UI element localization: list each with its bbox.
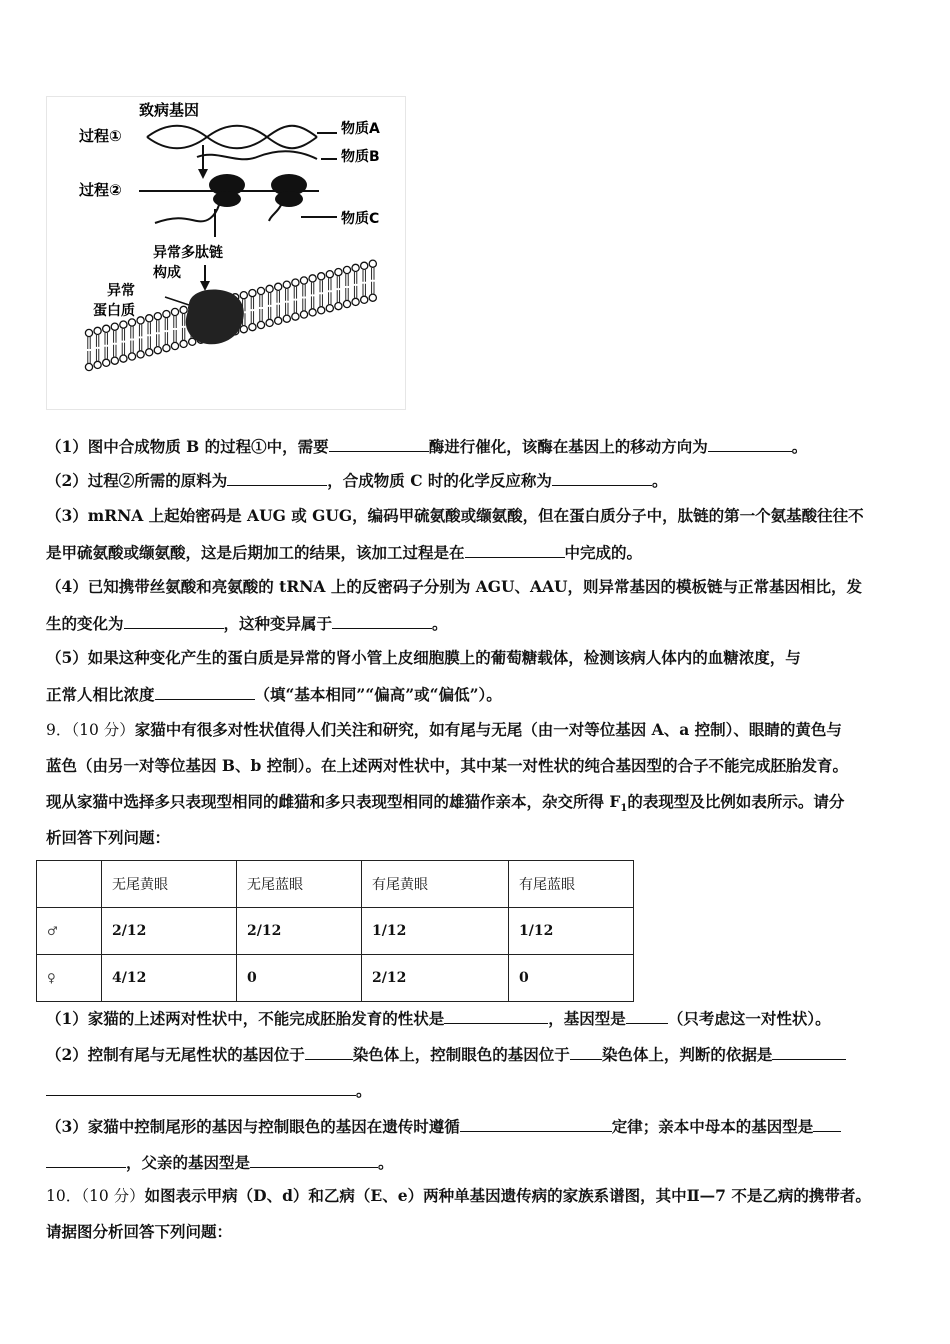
lipid-head: [335, 303, 342, 310]
q8-item-3-text-b: 是甲硫氨酸或缬氨酸，这是后期加工的结果，该加工过程是在: [46, 543, 465, 562]
q9-item-2-line-1: [46, 1044, 906, 1065]
q9-item-3-text-a: （3）家猫中控制尾形的基因与控制眼色的基因在遗传时遵循: [46, 1117, 460, 1136]
q9-intro-3-sub: 1: [620, 803, 628, 815]
q8-item-4-line-1: [46, 577, 906, 597]
label-abnormal-protein-2: 蛋白质: [93, 303, 135, 319]
q9-item-1-text-c: （只考虑这一对性状）。: [667, 1009, 831, 1028]
lipid-head: [240, 326, 247, 333]
q9-intro-3b: 的表现型及比例如表所示。请分: [627, 792, 845, 811]
lipid-head: [111, 323, 118, 330]
q9-item-3-text-b: 定律；亲本中母本的基因型是: [611, 1117, 814, 1136]
lipid-tail: [260, 295, 262, 307]
table-cell: 4/12: [102, 955, 237, 1002]
lipid-head: [189, 338, 196, 345]
lipid-head: [292, 313, 299, 320]
answer-blank[interactable]: [626, 1008, 668, 1024]
lipid-tail: [286, 289, 288, 301]
lipid-tail: [174, 330, 176, 342]
lipid-tail: [268, 307, 270, 319]
lipid-head: [103, 359, 110, 366]
q8-item-5-line-1: [46, 648, 906, 668]
lipid-tail: [105, 333, 107, 345]
lipid-tail: [148, 322, 150, 334]
label-substance-a: 物质A: [341, 121, 380, 137]
lipid-tail: [148, 336, 150, 348]
lipid-head: [128, 353, 135, 360]
gene-expression-figure: [46, 96, 406, 410]
q8-item-4-text-a: （4）已知携带丝氨酸和亮氨酸的 tRNA 上的反密码子分别为 AGU、AAU，则异常基因的模板链与正常基因相比，发: [46, 577, 863, 596]
q8-item-3-line-1: [46, 506, 906, 526]
q8-item-1-text-b: 酶进行催化，该酶在基因上的移动方向为: [428, 437, 708, 456]
arrow-down-icon: [198, 145, 208, 179]
q9-results-table: [36, 860, 634, 1002]
answer-blank[interactable]: [227, 470, 327, 486]
lipid-head: [94, 327, 101, 334]
answer-blank[interactable]: [250, 1152, 378, 1168]
lipid-head: [249, 290, 256, 297]
lipid-tail: [174, 316, 176, 328]
lipid-head: [85, 329, 92, 336]
q9-item-1: [46, 1008, 906, 1029]
answer-blank[interactable]: [46, 1152, 126, 1168]
lipid-tail: [88, 337, 90, 349]
q8-item-4-line-2: [46, 613, 906, 634]
lipid-tail: [105, 347, 107, 359]
lipid-head: [154, 313, 161, 320]
lipid-tail: [277, 305, 279, 317]
lipid-tail: [294, 301, 296, 313]
lipid-head: [266, 319, 273, 326]
lipid-head: [326, 271, 333, 278]
q8-item-3-text-a: （3）mRNA 上起始密码是 AUG 或 GUG，编码甲硫氨酸或缬氨酸，但在蛋白质分子中，肽链的第一个氨基酸往往不: [46, 506, 864, 525]
lipid-head: [326, 305, 333, 312]
lipid-head: [120, 321, 127, 328]
lipid-tail: [139, 338, 141, 350]
lipid-tail: [372, 268, 374, 280]
q9-intro-line-4: [46, 828, 906, 848]
q9-item-2-line-2: [46, 1080, 906, 1101]
q9-number: 9．（10 分）: [46, 721, 135, 739]
q9-intro-line-2: [46, 756, 906, 776]
q8-item-3-text-c: 中完成的。: [564, 543, 643, 562]
lipid-head: [94, 361, 101, 368]
answer-blank[interactable]: [465, 542, 565, 558]
table-cell: 1/12: [362, 908, 509, 955]
arrow-down-icon: [200, 265, 210, 291]
q8-item-2-text-c: 。: [651, 471, 668, 490]
answer-blank[interactable]: [332, 613, 432, 629]
table-cell: 2/12: [102, 908, 237, 955]
lipid-tail: [354, 286, 356, 298]
polypeptide-chain: [155, 205, 219, 223]
ribosome-icon: [209, 174, 245, 207]
lipid-head: [275, 317, 282, 324]
q8-item-4-text-c: ，这种变异属于: [223, 614, 333, 633]
lipid-tail: [354, 272, 356, 284]
lipid-tail: [182, 328, 184, 340]
lipid-tail: [122, 343, 124, 355]
label-substance-c: 物质C: [341, 211, 380, 227]
q8-item-3-line-2: [46, 542, 906, 563]
lipid-head: [361, 262, 368, 269]
answer-blank[interactable]: [708, 436, 792, 452]
lipid-tail: [131, 327, 133, 339]
lipid-tail: [320, 280, 322, 292]
lipid-tail: [320, 294, 322, 306]
table-row: [37, 955, 634, 1002]
q9-intro-4: 析回答下列问题：: [46, 828, 171, 847]
lipid-head: [120, 355, 127, 362]
lipid-head: [292, 279, 299, 286]
lipid-tail: [96, 335, 98, 347]
lipid-tail: [337, 290, 339, 302]
q10-intro-2: 请据图分析回答下列问题：: [46, 1222, 233, 1241]
lipid-tail: [165, 332, 167, 344]
lipid-tail: [157, 334, 159, 346]
q8-item-1: [46, 436, 906, 457]
q9-intro-1: 家猫中有很多对性状值得人们关注和研究，如有尾与无尾（由一对等位基因 A、a 控制）、眼睛的黄色与: [134, 720, 842, 739]
polypeptide-chain: [269, 205, 281, 221]
table-header-cell: [37, 861, 102, 908]
lipid-head: [146, 315, 153, 322]
lipid-head: [137, 351, 144, 358]
lipid-tail: [363, 270, 365, 282]
lipid-tail: [251, 297, 253, 309]
lipid-head: [171, 342, 178, 349]
q9-item-3-line-1: [46, 1116, 906, 1137]
q8-item-5-text-a: （5）如果这种变化产生的蛋白质是异常的肾小管上皮细胞膜上的葡萄糖载体，检测该病人体内的血糖浓度，与: [46, 648, 801, 667]
lipid-tail: [329, 278, 331, 290]
lipid-tail: [363, 284, 365, 296]
table-header-cell: 有尾蓝眼: [509, 861, 634, 908]
answer-blank[interactable]: [813, 1116, 841, 1132]
label-compose: 构成: [153, 265, 181, 281]
dna-helix-icon: [147, 126, 337, 149]
gene-expression-diagram: [47, 97, 405, 409]
q9-item-1-text-a: （1）家猫的上述两对性状中，不能完成胚胎发育的性状是: [46, 1009, 445, 1028]
mrna-strand: [197, 151, 317, 159]
q9-item-2-text-a: （2）控制有尾与无尾性状的基因位于: [46, 1045, 305, 1064]
q8-item-1-text-c: 。: [791, 437, 808, 456]
answer-blank[interactable]: [46, 1080, 356, 1096]
answer-blank[interactable]: [329, 436, 429, 452]
q10-intro-1: 如图表示甲病（D、d）和乙病（E、e）两种单基因遗传病的家族系谱图，其中Ⅱ—7 不是乙病的携带者。: [144, 1186, 871, 1205]
label-gene: 致病基因: [139, 101, 200, 119]
lipid-tail: [277, 291, 279, 303]
lipid-tail: [114, 345, 116, 357]
label-process1: 过程①: [79, 127, 122, 145]
lipid-head: [257, 321, 264, 328]
q9-intro-line-3: [46, 792, 906, 819]
q8-item-2-text-a: （2）过程②所需的原料为: [46, 471, 228, 490]
lipid-tail: [114, 331, 116, 343]
answer-blank[interactable]: [305, 1044, 353, 1060]
answer-blank[interactable]: [552, 470, 652, 486]
table-header-cell: 无尾蓝眼: [237, 861, 362, 908]
lipid-head: [111, 357, 118, 364]
table-header-row: [37, 861, 634, 908]
q10-number: 10．（10 分）: [46, 1187, 145, 1205]
lipid-tail: [122, 329, 124, 341]
label-process2: 过程②: [79, 181, 122, 199]
q8-item-5-text-b: 正常人相比浓度: [46, 685, 155, 704]
table-row: [37, 908, 634, 955]
q9-item-2-text-b: 染色体上，控制眼色的基因位于: [352, 1045, 570, 1064]
lipid-head: [361, 296, 368, 303]
lipid-tail: [88, 351, 90, 363]
lipid-head: [137, 317, 144, 324]
lipid-tail: [139, 324, 141, 336]
lipid-tail: [303, 285, 305, 297]
table-cell-sex: ♀: [37, 955, 102, 1002]
lipid-head: [275, 283, 282, 290]
lipid-head: [249, 324, 256, 331]
q10-intro-line-2: [46, 1222, 906, 1242]
q9-item-3-line-2: [46, 1152, 906, 1173]
ribosome-icon: [271, 174, 307, 207]
answer-blank[interactable]: [124, 613, 224, 629]
answer-blank[interactable]: [772, 1044, 846, 1060]
lipid-head: [352, 298, 359, 305]
lipid-head: [240, 292, 247, 299]
lipid-head: [309, 275, 316, 282]
answer-blank[interactable]: [570, 1044, 602, 1060]
q9-intro-line-1: [46, 720, 906, 740]
q8-item-2: [46, 470, 906, 491]
table-cell: 2/12: [362, 955, 509, 1002]
lipid-head: [318, 273, 325, 280]
lipid-head: [180, 306, 187, 313]
q9-item-2-text-d: 。: [356, 1081, 372, 1100]
lipid-tail: [268, 293, 270, 305]
lipid-head: [266, 285, 273, 292]
lipid-tail: [96, 349, 98, 361]
lipid-tail: [372, 282, 374, 294]
lipid-tail: [346, 288, 348, 300]
lipid-head: [318, 307, 325, 314]
lipid-tail: [260, 309, 262, 321]
lipid-head: [163, 311, 170, 318]
q8-item-2-text-b: ，合成物质 C 时的化学反应称为: [327, 471, 552, 490]
answer-blank[interactable]: [155, 684, 255, 700]
lipid-tail: [165, 318, 167, 330]
lipid-head: [352, 264, 359, 271]
q9-item-3-text-c: ，父亲的基因型是: [126, 1153, 251, 1172]
table-cell: 0: [509, 955, 634, 1002]
lipid-head: [369, 294, 376, 301]
q9-item-3-text-d: 。: [378, 1153, 394, 1172]
lipid-tail: [337, 276, 339, 288]
lipid-head: [180, 340, 187, 347]
label-abnormal-chain: 异常多肽链: [153, 245, 223, 261]
q8-item-4-text-b: 生的变化为: [46, 614, 124, 633]
lipid-head: [146, 349, 153, 356]
lipid-tail: [311, 296, 313, 308]
lipid-head: [300, 277, 307, 284]
lipid-head: [283, 315, 290, 322]
label-substance-b: 物质B: [341, 149, 380, 165]
table-header-cell: 无尾黄眼: [102, 861, 237, 908]
label-abnormal-protein-1: 异常: [107, 283, 135, 299]
lipid-tail: [329, 292, 331, 304]
abnormal-protein-icon: [186, 289, 244, 344]
lipid-tail: [286, 303, 288, 315]
lipid-head: [309, 309, 316, 316]
lipid-tail: [294, 287, 296, 299]
lipid-head: [154, 347, 161, 354]
lipid-head: [128, 319, 135, 326]
lipid-tail: [311, 282, 313, 294]
protein-pointer: [165, 297, 189, 305]
lipid-tail: [303, 299, 305, 311]
answer-blank[interactable]: [460, 1116, 612, 1132]
lipid-head: [369, 260, 376, 267]
q8-item-1-text-a: （1）图中合成物质 B 的过程①中，需要: [46, 437, 329, 456]
q8-item-5-line-2: [46, 684, 906, 705]
q8-item-5-text-c: （填“基本相同”“偏高”或“偏低”）。: [254, 685, 502, 704]
q10-intro-line-1: [46, 1186, 906, 1206]
lipid-tail: [157, 320, 159, 332]
table-cell: 1/12: [509, 908, 634, 955]
table-cell: 2/12: [237, 908, 362, 955]
table-cell: 0: [237, 955, 362, 1002]
lipid-head: [103, 325, 110, 332]
lipid-head: [257, 287, 264, 294]
lipid-tail: [346, 274, 348, 286]
lipid-head: [283, 281, 290, 288]
answer-blank[interactable]: [444, 1008, 548, 1024]
lipid-tail: [131, 341, 133, 353]
lipid-head: [171, 308, 178, 315]
lipid-head: [343, 266, 350, 273]
q9-item-1-text-b: ，基因型是: [548, 1009, 626, 1028]
table-cell-sex: ♂: [37, 908, 102, 955]
table-header-cell: 有尾黄眼: [362, 861, 509, 908]
q9-item-2-text-c: 染色体上，判断的依据是: [601, 1045, 773, 1064]
lipid-tail: [251, 311, 253, 323]
lipid-tail: [182, 314, 184, 326]
lipid-head: [335, 269, 342, 276]
lipid-head: [300, 311, 307, 318]
lipid-head: [343, 300, 350, 307]
q9-intro-3a: 现从家猫中选择多只表现型相同的雌猫和多只表现型相同的雄猫作亲本，杂交所得 F: [46, 792, 621, 811]
q9-intro-2: 蓝色（由另一对等位基因 B、b 控制）。在上述两对性状中，其中某一对性状的纯合基因型的合子不能完成胚胎发育。: [46, 756, 848, 775]
lipid-head: [163, 345, 170, 352]
lipid-head: [85, 363, 92, 370]
q8-item-4-text-d: 。: [432, 614, 448, 633]
